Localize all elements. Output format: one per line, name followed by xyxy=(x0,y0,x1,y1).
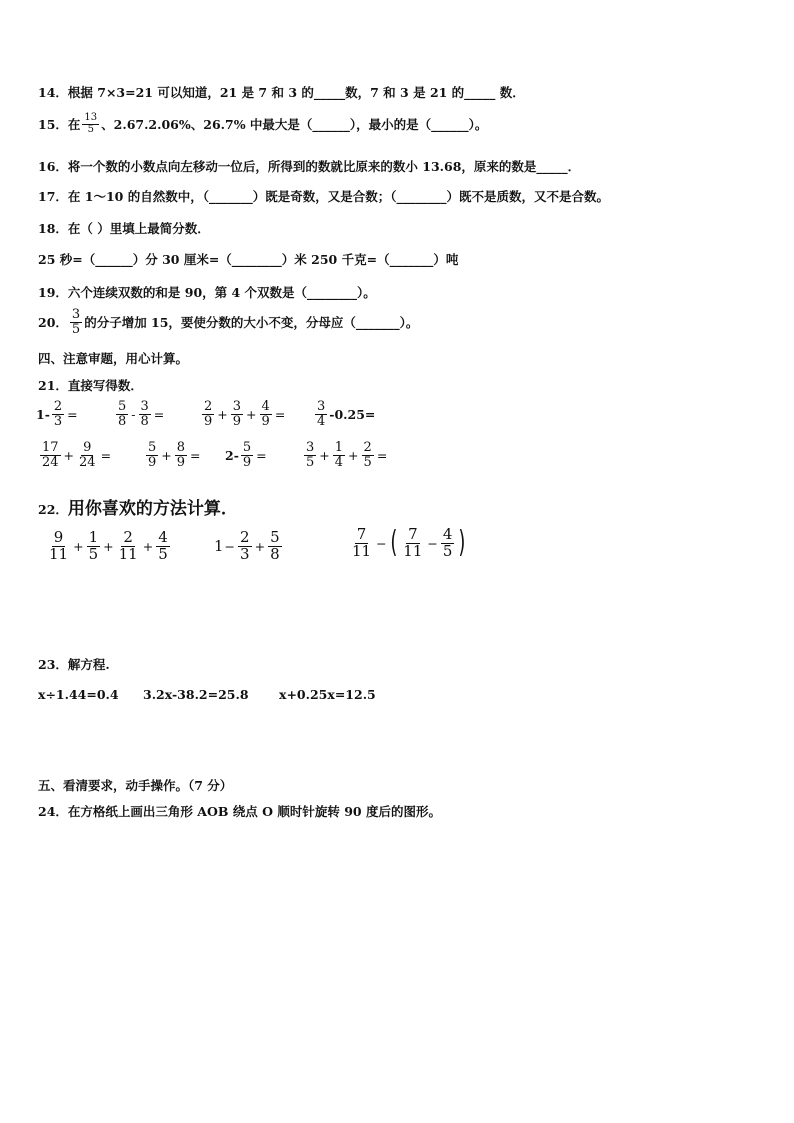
q23-equation-2: 3.2x-38.2=25.8 xyxy=(143,687,249,702)
q21-expr-5 xyxy=(38,441,112,469)
equals-sign: = xyxy=(190,447,201,463)
denominator: 9 xyxy=(176,454,186,470)
plus-sign: + xyxy=(348,447,359,463)
numerator: 3 xyxy=(140,399,149,414)
denominator: 11 xyxy=(49,544,69,563)
denominator: 24 xyxy=(42,454,59,470)
numerator: 8 xyxy=(176,440,186,455)
equals-sign: = xyxy=(274,406,286,422)
plus-sign: + xyxy=(63,447,75,463)
numerator: 2 xyxy=(204,399,213,414)
q22-expr-a xyxy=(45,530,172,563)
question-20 xyxy=(38,308,418,336)
denominator: 11 xyxy=(403,541,423,560)
q21-expr-7 xyxy=(225,441,268,469)
minus-sign: − xyxy=(427,535,438,551)
fraction xyxy=(260,400,272,428)
q21-expr-8 xyxy=(302,441,388,469)
question-18-items: 25 秒=（______）分 30 厘米=（________）米 250 千克=（_______）吨 xyxy=(38,252,459,267)
fraction xyxy=(175,441,187,469)
question-15-rest: 、2.67.2.06%、26.7% 中最大是（______），最小的是（______）。 xyxy=(101,117,488,132)
plus-sign: + xyxy=(246,406,257,422)
section-4-heading: 四、注意审题，用心计算。 xyxy=(38,351,189,366)
question-17: 17．在 1～10 的自然数中，（_______）既是奇数，又是合数；（________）既不是质数，又不是合数。 xyxy=(38,189,609,204)
fraction xyxy=(87,530,101,563)
fraction xyxy=(315,400,327,428)
fraction xyxy=(401,527,424,560)
numerator: 4 xyxy=(158,528,168,546)
plus-sign: + xyxy=(254,538,266,554)
left-paren: ( xyxy=(389,525,397,561)
denominator: 8 xyxy=(118,413,127,429)
denominator: 9 xyxy=(232,413,242,429)
numerator: 17 xyxy=(42,440,59,455)
numerator: 2 xyxy=(363,440,372,455)
denominator: 4 xyxy=(334,454,344,470)
numerator: 9 xyxy=(83,440,92,455)
plus-sign: + xyxy=(103,538,114,554)
fraction xyxy=(202,400,214,428)
fraction xyxy=(241,441,253,469)
question-22-number: 22． xyxy=(38,502,68,517)
question-24: 24．在方格纸上画出三角形 AOB 绕点 O 顺时针旋转 90 度后的图形。 xyxy=(38,804,441,819)
question-20-rest: 的分子增加 15，要使分数的大小不变，分母应（_______）。 xyxy=(84,315,419,331)
plus-sign: + xyxy=(142,538,154,554)
q21-expr-1 xyxy=(36,400,79,428)
numerator: 3 xyxy=(71,307,81,322)
denominator: 5 xyxy=(306,454,315,470)
question-20-number: 20． xyxy=(38,315,68,331)
expr-prefix: 1 xyxy=(214,537,224,556)
q22-expr-b xyxy=(214,530,284,563)
question-15-lead: 15．在 xyxy=(38,117,81,132)
denominator: 11 xyxy=(118,544,138,563)
denominator: 5 xyxy=(158,544,168,563)
fraction xyxy=(117,530,140,563)
numerator: 3 xyxy=(232,399,242,414)
fraction xyxy=(350,527,373,560)
question-18: 18．在（ ）里填上最简分数． xyxy=(38,221,210,236)
numerator: 3 xyxy=(317,399,326,414)
fraction-13-5 xyxy=(82,113,99,135)
denominator: 5 xyxy=(363,454,372,470)
question-14: 14．根据 7×3=21 可以知道，21 是 7 和 3 的_____数，7 和 3 是 21 的_____ 数． xyxy=(38,85,525,100)
fraction xyxy=(52,400,64,428)
equals-sign: = xyxy=(376,447,388,463)
numerator: 5 xyxy=(148,440,157,455)
denominator: 5 xyxy=(71,321,81,337)
q21-expr-3 xyxy=(200,400,286,428)
expr-prefix: 1- xyxy=(36,406,50,422)
expr-prefix: 2- xyxy=(225,447,239,463)
fraction xyxy=(139,400,151,428)
fraction xyxy=(40,441,61,469)
denominator: 8 xyxy=(140,413,149,429)
fraction xyxy=(304,441,316,469)
denominator: 5 xyxy=(88,544,99,563)
section-5-heading: 五、看清要求，动手操作。（7 分） xyxy=(38,778,233,793)
fraction xyxy=(362,441,374,469)
fraction xyxy=(441,527,455,560)
denominator: 3 xyxy=(240,544,250,563)
numerator: 7 xyxy=(408,525,418,543)
question-22-text xyxy=(38,494,238,519)
denominator: 11 xyxy=(352,541,372,560)
numerator: 2 xyxy=(240,528,250,546)
equals-sign: = xyxy=(256,447,267,463)
numerator: 9 xyxy=(53,528,64,546)
question-22-title xyxy=(38,494,238,519)
numerator: 2 xyxy=(53,399,63,414)
q22-expr-c xyxy=(348,527,468,560)
fraction xyxy=(146,441,158,469)
denominator: 3 xyxy=(53,413,63,429)
fraction xyxy=(77,441,98,469)
minus-sign: − xyxy=(376,535,387,551)
equals-sign: = xyxy=(100,447,112,463)
q21-expr-6 xyxy=(144,441,202,469)
fraction xyxy=(116,400,128,428)
question-21-title: 21．直接写得数． xyxy=(38,378,143,393)
question-22-heading: 用你喜欢的方法计算． xyxy=(67,499,238,519)
question-15 xyxy=(38,113,487,135)
denominator: 9 xyxy=(148,454,157,470)
question-16: 16．将一个数的小数点向左移动一位后，所得到的数就比原来的数小 13.68，原来的数是_____． xyxy=(38,159,581,174)
denominator: 9 xyxy=(204,413,213,429)
plus-sign: + xyxy=(73,538,84,554)
fraction xyxy=(333,441,345,469)
denominator: 24 xyxy=(79,454,96,470)
minus-sign: − xyxy=(224,538,236,554)
numerator: 1 xyxy=(334,440,344,455)
q21-expr-4 xyxy=(313,400,375,428)
numerator: 4 xyxy=(261,399,270,414)
plus-sign: + xyxy=(161,447,172,463)
equals-sign: = xyxy=(153,406,165,422)
q23-equation-1: x÷1.44=0.4 xyxy=(38,687,119,702)
q21-expr-2 xyxy=(114,400,165,428)
denominator: 4 xyxy=(317,413,326,429)
fraction xyxy=(268,530,282,563)
numerator: 1 xyxy=(88,528,99,546)
denominator: 5 xyxy=(87,123,94,135)
plus-sign: + xyxy=(217,406,228,422)
denominator: 5 xyxy=(442,541,453,560)
numerator: 4 xyxy=(442,525,453,543)
equals-sign: = xyxy=(67,406,78,422)
question-19: 19．六个连续双数的和是 90，第 4 个双数是（________）。 xyxy=(38,285,376,300)
fraction xyxy=(47,530,70,563)
numerator: 13 xyxy=(84,112,98,123)
denominator: 9 xyxy=(242,454,252,470)
plus-sign: + xyxy=(319,447,330,463)
fraction-3-5 xyxy=(70,308,82,336)
expr-suffix: -0.25= xyxy=(329,406,376,422)
q23-equation-3: x+0.25x=12.5 xyxy=(279,687,376,702)
denominator: 8 xyxy=(270,544,280,563)
numerator: 3 xyxy=(306,440,315,455)
denominator: 9 xyxy=(261,413,270,429)
minus-sign: - xyxy=(131,406,136,422)
question-23-title: 23．解方程. xyxy=(38,657,110,672)
numerator: 5 xyxy=(118,399,127,414)
numerator: 2 xyxy=(123,528,133,546)
fraction xyxy=(238,530,252,563)
numerator: 7 xyxy=(356,525,367,543)
numerator: 5 xyxy=(270,528,280,546)
fraction xyxy=(231,400,243,428)
numerator: 5 xyxy=(242,440,252,455)
right-paren: ) xyxy=(458,525,466,561)
fraction xyxy=(156,530,170,563)
